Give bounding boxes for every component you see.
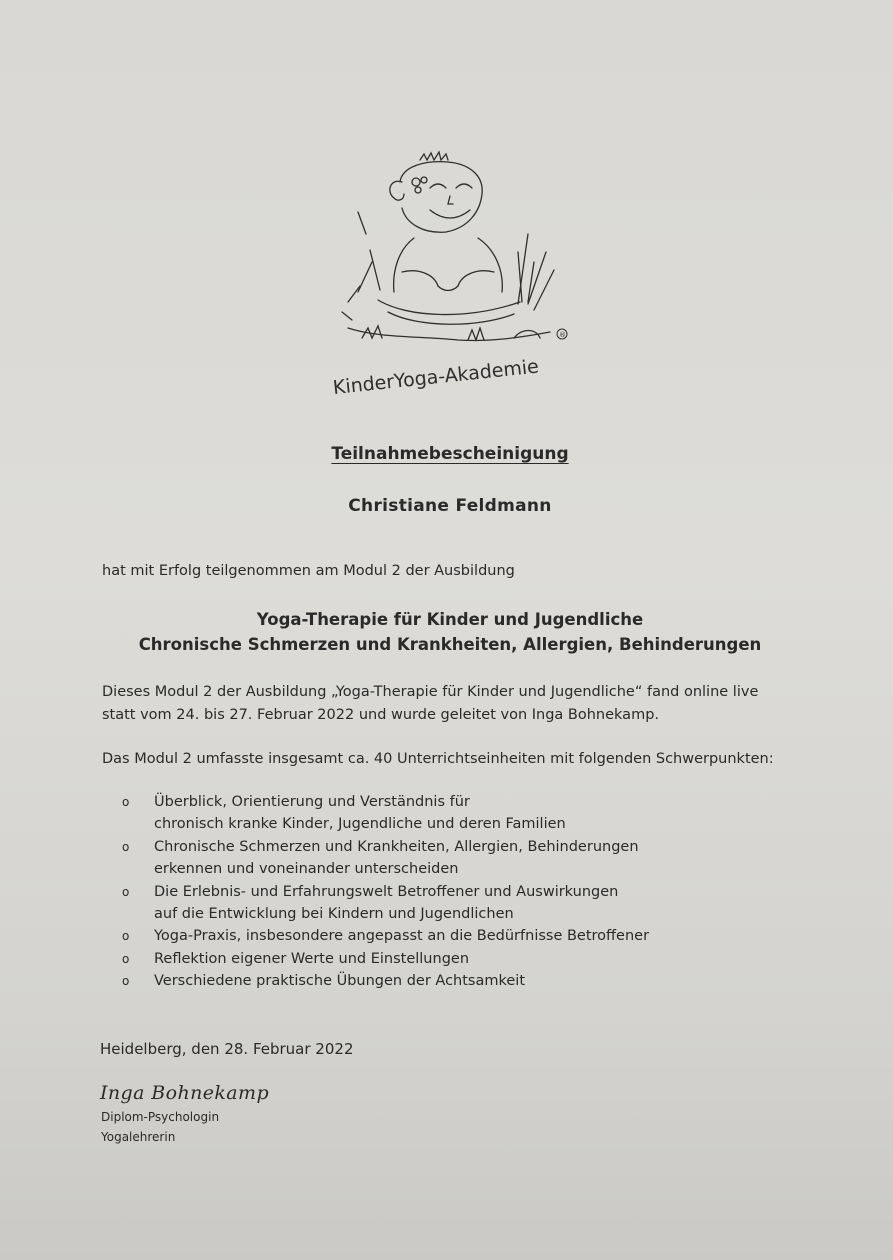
topic-line: Reflektion eigener Werte und Einstellungen xyxy=(154,950,470,967)
list-item xyxy=(122,881,649,926)
bullet-marker: o xyxy=(122,839,130,854)
kinderyoga-akademie-logo xyxy=(318,142,580,402)
course-title-line-1: Yoga-Therapie für Kinder und Jugendliche xyxy=(256,610,644,629)
list-item xyxy=(122,791,649,836)
logo-brand-text: KinderYoga-Akademie xyxy=(331,355,540,400)
topic-line: auf die Entwicklung bei Kindern und Jugendlichen xyxy=(154,906,514,923)
list-item xyxy=(122,970,649,992)
topic-line: Yoga-Praxis, insbesondere angepasst an die Bedürfnisse Betroffener xyxy=(154,928,650,945)
bullet-marker: o xyxy=(122,974,130,989)
topic-line: chronisch kranke Kinder, Jugendliche und deren Familien xyxy=(154,816,566,833)
course-title xyxy=(0,607,893,657)
intro-text: hat mit Erfolg teilgenommen am Modul 2 der Ausbildung xyxy=(102,563,515,579)
bullet-marker: o xyxy=(122,929,130,944)
document-title: Teilnahmebescheinigung xyxy=(331,444,569,464)
module-description-line-1: Dieses Modul 2 der Ausbildung „Yoga-Therapie für Kinder und Jugendliche“ fand online live xyxy=(102,684,759,700)
module-description xyxy=(102,681,822,727)
topic-line: Die Erlebnis- und Erfahrungswelt Betroffener und Auswirkungen xyxy=(154,883,619,900)
bullet-marker: o xyxy=(122,884,130,899)
list-item xyxy=(122,836,649,881)
topic-line: Chronische Schmerzen und Krankheiten, Allergien, Behinderungen xyxy=(154,838,639,855)
signer-title-psychologist: Diplom-Psychologin xyxy=(101,1110,220,1124)
list-item xyxy=(122,948,649,970)
topic-line: Überblick, Orientierung und Verständnis für xyxy=(154,794,470,810)
bullet-marker: o xyxy=(122,795,130,809)
topic-line: Verschiedene praktische Übungen der Achtsamkeit xyxy=(154,973,526,990)
course-title-line-2: Chronische Schmerzen und Krankheiten, Allergien, Behinderungen xyxy=(138,635,762,654)
signature: Inga Bohnekamp xyxy=(100,1082,270,1104)
bullet-marker: o xyxy=(122,951,130,966)
registered-mark: ® xyxy=(559,331,566,339)
topic-line: erkennen und voneinander unterscheiden xyxy=(154,861,459,878)
signer-title-yoga-teacher: Yogalehrerin xyxy=(101,1130,176,1144)
module-description-line-2: statt vom 24. bis 27. Februar 2022 und wurde geleitet von Inga Bohnekamp. xyxy=(102,707,660,723)
participant-name: Christiane Feldmann xyxy=(348,496,552,516)
module-scope: Das Modul 2 umfasste insgesamt ca. 40 Unterrichtseinheiten mit folgenden Schwerpunkten: xyxy=(102,751,774,767)
list-item xyxy=(122,925,649,947)
topic-list xyxy=(122,791,649,993)
place-and-date: Heidelberg, den 28. Februar 2022 xyxy=(100,1040,354,1058)
